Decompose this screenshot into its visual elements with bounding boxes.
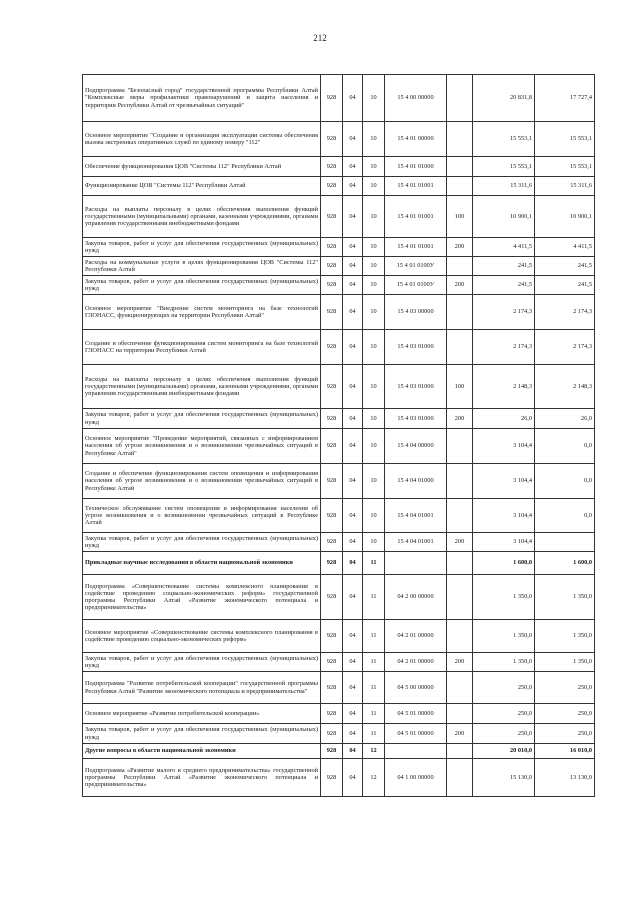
- row-expense-type-cell: [447, 464, 473, 499]
- row-grbs-cell: 928: [321, 704, 343, 724]
- row-section-cell: 04: [343, 620, 363, 653]
- row-amount-2-cell: 1 350,0: [535, 575, 595, 620]
- row-amount-1-cell: 1 350,0: [473, 653, 535, 672]
- row-section-cell: 04: [343, 196, 363, 238]
- row-target-article-cell: 04 5 01 00000: [385, 724, 447, 744]
- row-name-cell: Обеспечение функционирования ЦОВ "Системы 112" Республики Алтай: [83, 157, 321, 177]
- row-grbs-cell: 928: [321, 122, 343, 157]
- row-amount-1-cell: 1 350,0: [473, 620, 535, 653]
- row-amount-2-cell: 0,0: [535, 429, 595, 464]
- row-expense-type-cell: [447, 257, 473, 276]
- row-expense-type-cell: [447, 295, 473, 330]
- row-section-cell: 04: [343, 75, 363, 122]
- row-amount-1-cell: 250,0: [473, 672, 535, 704]
- row-grbs-cell: 928: [321, 295, 343, 330]
- row-target-article-cell: 15 4 04 01001: [385, 533, 447, 552]
- row-amount-2-cell: 2 148,3: [535, 365, 595, 409]
- row-target-article-cell: 04 5 01 00000: [385, 704, 447, 724]
- row-name-cell: Закупка товаров, работ и услуг для обеспечения государственных (муниципальных) нужд: [83, 276, 321, 295]
- table-row: [83, 672, 595, 704]
- row-section-cell: 04: [343, 552, 363, 575]
- row-grbs-cell: 928: [321, 672, 343, 704]
- row-subsection-cell: 11: [363, 672, 385, 704]
- row-amount-2-cell: 17 727,4: [535, 75, 595, 122]
- table-row: [83, 533, 595, 552]
- row-amount-1-cell: 4 411,5: [473, 238, 535, 257]
- row-subsection-cell: 10: [363, 464, 385, 499]
- row-amount-1-cell: 3 104,4: [473, 499, 535, 533]
- row-subsection-cell: 10: [363, 499, 385, 533]
- table-row: [83, 295, 595, 330]
- row-amount-1-cell: 15 311,6: [473, 177, 535, 196]
- page-number: 212: [313, 33, 327, 43]
- row-target-article-cell: [385, 552, 447, 575]
- table-row: [83, 196, 595, 238]
- table-row: [83, 759, 595, 797]
- row-amount-1-cell: 15 553,1: [473, 157, 535, 177]
- table-row: [83, 724, 595, 744]
- row-grbs-cell: 928: [321, 533, 343, 552]
- row-expense-type-cell: 200: [447, 276, 473, 295]
- row-grbs-cell: 928: [321, 724, 343, 744]
- row-amount-2-cell: 241,5: [535, 257, 595, 276]
- row-expense-type-cell: [447, 429, 473, 464]
- row-target-article-cell: 15 4 04 01001: [385, 499, 447, 533]
- row-grbs-cell: 928: [321, 429, 343, 464]
- table-row: [83, 122, 595, 157]
- row-name-cell: Техническое обслуживание систем оповещения и информирования населения об угрозе возникновения и о возникновении чрезвычайных ситуаций в Республике Алтай: [83, 499, 321, 533]
- table-row: [83, 330, 595, 365]
- row-amount-1-cell: 20 831,8: [473, 75, 535, 122]
- row-grbs-cell: 928: [321, 409, 343, 429]
- row-target-article-cell: 04 1 00 00000: [385, 759, 447, 797]
- row-section-cell: 04: [343, 257, 363, 276]
- row-subsection-cell: 10: [363, 177, 385, 196]
- row-name-cell: Расходы на коммунальные услуги в целях функционирования ЦОВ "Системы 112" Республики Алтай: [83, 257, 321, 276]
- row-amount-1-cell: 250,0: [473, 704, 535, 724]
- row-name-cell: Подпрограмма «Совершенствование системы комплексного планирования в содействие проведению социально-экономических реформ» государственной программы Республики Алтай «Развитие экономического потенциала и предпринимательства»: [83, 575, 321, 620]
- row-name-cell: Функционирование ЦОВ "Системы 112" Республики Алтай: [83, 177, 321, 196]
- row-amount-2-cell: 2 174,3: [535, 330, 595, 365]
- row-target-article-cell: 15 4 01 00000: [385, 122, 447, 157]
- row-amount-2-cell: 250,0: [535, 724, 595, 744]
- table-row: [83, 276, 595, 295]
- row-grbs-cell: 928: [321, 552, 343, 575]
- row-target-article-cell: 15 4 01 01001: [385, 196, 447, 238]
- row-expense-type-cell: [447, 177, 473, 196]
- row-grbs-cell: 928: [321, 744, 343, 759]
- row-grbs-cell: 928: [321, 464, 343, 499]
- row-grbs-cell: 928: [321, 238, 343, 257]
- row-amount-1-cell: 2 174,3: [473, 295, 535, 330]
- row-target-article-cell: 04 2 00 00000: [385, 575, 447, 620]
- row-amount-2-cell: 0,0: [535, 499, 595, 533]
- row-amount-2-cell: 250,0: [535, 704, 595, 724]
- row-amount-2-cell: 15 311,6: [535, 177, 595, 196]
- budget-table: [82, 74, 595, 797]
- row-section-cell: 04: [343, 157, 363, 177]
- table-row: [83, 238, 595, 257]
- table-row: [83, 464, 595, 499]
- row-section-cell: 04: [343, 177, 363, 196]
- row-amount-2-cell: 1 600,0: [535, 552, 595, 575]
- row-target-article-cell: 15 4 04 00000: [385, 429, 447, 464]
- row-subsection-cell: 10: [363, 365, 385, 409]
- row-section-cell: 04: [343, 759, 363, 797]
- row-name-cell: Расходы на выплаты персоналу в целях обеспечения выполнения функций государственными (муниципальными) органами, казенными учреждениями, органами управления государственными внебюджетными фондами: [83, 196, 321, 238]
- row-amount-2-cell: 10 900,1: [535, 196, 595, 238]
- table-row: [83, 429, 595, 464]
- row-section-cell: 04: [343, 499, 363, 533]
- row-expense-type-cell: 200: [447, 533, 473, 552]
- row-amount-2-cell: 241,5: [535, 276, 595, 295]
- row-subsection-cell: 10: [363, 238, 385, 257]
- row-amount-1-cell: 10 900,1: [473, 196, 535, 238]
- row-grbs-cell: 928: [321, 276, 343, 295]
- row-section-cell: 04: [343, 429, 363, 464]
- row-grbs-cell: 928: [321, 330, 343, 365]
- row-subsection-cell: 10: [363, 330, 385, 365]
- row-amount-2-cell: 250,0: [535, 672, 595, 704]
- row-expense-type-cell: 200: [447, 238, 473, 257]
- row-amount-2-cell: 15 553,1: [535, 122, 595, 157]
- row-grbs-cell: 928: [321, 620, 343, 653]
- row-amount-1-cell: 3 104,4: [473, 429, 535, 464]
- row-amount-1-cell: 3 104,4: [473, 533, 535, 552]
- table-row: [83, 744, 595, 759]
- row-section-cell: 04: [343, 330, 363, 365]
- row-grbs-cell: 928: [321, 575, 343, 620]
- row-subsection-cell: 10: [363, 429, 385, 464]
- row-grbs-cell: 928: [321, 157, 343, 177]
- row-amount-1-cell: 1 350,0: [473, 575, 535, 620]
- row-amount-1-cell: 2 174,3: [473, 330, 535, 365]
- row-target-article-cell: [385, 744, 447, 759]
- row-name-cell: Подпрограмма "Безопасный город" государственной программы Республики Алтай "Комплексные меры профилактики правонарушений и защита населения и территории Республики Алтай от чрезвычайных ситуаций": [83, 75, 321, 122]
- row-name-cell: Закупка товаров, работ и услуг для обеспечения государственных (муниципальных) нужд: [83, 533, 321, 552]
- row-section-cell: 04: [343, 704, 363, 724]
- row-amount-2-cell: 4 411,5: [535, 238, 595, 257]
- row-amount-1-cell: 241,5: [473, 257, 535, 276]
- table-row: [83, 704, 595, 724]
- row-subsection-cell: 12: [363, 759, 385, 797]
- row-expense-type-cell: [447, 122, 473, 157]
- row-target-article-cell: 15 4 01 01001: [385, 177, 447, 196]
- row-expense-type-cell: [447, 744, 473, 759]
- row-target-article-cell: 15 4 04 01000: [385, 464, 447, 499]
- row-amount-2-cell: 15 553,1: [535, 157, 595, 177]
- row-subsection-cell: 12: [363, 744, 385, 759]
- row-amount-2-cell: 16 010,0: [535, 744, 595, 759]
- row-subsection-cell: 11: [363, 653, 385, 672]
- row-subsection-cell: 10: [363, 276, 385, 295]
- row-target-article-cell: 15 4 00 00000: [385, 75, 447, 122]
- row-section-cell: 04: [343, 365, 363, 409]
- row-section-cell: 04: [343, 575, 363, 620]
- row-target-article-cell: 04 2 01 00000: [385, 620, 447, 653]
- row-expense-type-cell: 200: [447, 724, 473, 744]
- row-section-cell: 04: [343, 122, 363, 157]
- row-section-cell: 04: [343, 672, 363, 704]
- row-amount-1-cell: 26,0: [473, 409, 535, 429]
- row-section-cell: 04: [343, 295, 363, 330]
- row-grbs-cell: 928: [321, 653, 343, 672]
- row-amount-2-cell: 26,0: [535, 409, 595, 429]
- table-row: [83, 157, 595, 177]
- row-expense-type-cell: 200: [447, 653, 473, 672]
- row-name-cell: Закупка товаров, работ и услуг для обеспечения государственных (муниципальных) нужд: [83, 653, 321, 672]
- row-name-cell: Основное мероприятие "Проведение мероприятий, связанных с информированием населения об угрозе возникновения и о возникновении чрезвычайных ситуаций в Республике Алтай": [83, 429, 321, 464]
- row-subsection-cell: 11: [363, 552, 385, 575]
- row-subsection-cell: 10: [363, 257, 385, 276]
- row-name-cell: Основное мероприятие "Внедрение систем мониторинга на базе технологий ГЛОНАСС, функционирующих на территории Республики Алтай": [83, 295, 321, 330]
- row-target-article-cell: 04 5 00 00000: [385, 672, 447, 704]
- row-name-cell: Основное мероприятие «Совершенствование системы комплексного планирования в содействие проведению социально-экономических реформ»: [83, 620, 321, 653]
- row-expense-type-cell: [447, 759, 473, 797]
- row-name-cell: Другие вопросы в области национальной экономики: [83, 744, 321, 759]
- row-name-cell: Создание и обеспечение функционирования систем оповещения и информирования населения об угрозе возникновения и о возникновении чрезвычайных ситуаций в Республике Алтай: [83, 464, 321, 499]
- row-subsection-cell: 10: [363, 295, 385, 330]
- row-grbs-cell: 928: [321, 196, 343, 238]
- table-row: [83, 409, 595, 429]
- row-expense-type-cell: 200: [447, 409, 473, 429]
- row-name-cell: Основное мероприятие «Развитие потребительской кооперации»: [83, 704, 321, 724]
- row-amount-1-cell: 3 104,4: [473, 464, 535, 499]
- row-amount-2-cell: 2 174,3: [535, 295, 595, 330]
- row-amount-1-cell: 1 600,0: [473, 552, 535, 575]
- row-target-article-cell: 15 4 03 00000: [385, 295, 447, 330]
- row-section-cell: 04: [343, 238, 363, 257]
- row-expense-type-cell: 100: [447, 365, 473, 409]
- row-amount-2-cell: 1 350,0: [535, 620, 595, 653]
- row-name-cell: Создание и обеспечение функционирования систем мониторинга на базе технологий ГЛОНАСС на территории Республики Алтай: [83, 330, 321, 365]
- row-expense-type-cell: [447, 672, 473, 704]
- row-target-article-cell: 15 4 01 0100У: [385, 276, 447, 295]
- table-row: [83, 75, 595, 122]
- row-expense-type-cell: [447, 75, 473, 122]
- row-name-cell: Основное мероприятие "Создание и организация эксплуатации системы обеспечения вызова экстренных оперативных служб по единому номеру "112": [83, 122, 321, 157]
- row-expense-type-cell: [447, 157, 473, 177]
- row-name-cell: Подпрограмма «Развитие малого и среднего предпринимательства» государственной программы Республики Алтай «Развитие экономического потенциала и предпринимательства»: [83, 759, 321, 797]
- row-name-cell: Закупка товаров, работ и услуг для обеспечения государственных (муниципальных) нужд: [83, 238, 321, 257]
- row-amount-1-cell: 20 010,0: [473, 744, 535, 759]
- row-subsection-cell: 11: [363, 724, 385, 744]
- row-expense-type-cell: [447, 704, 473, 724]
- row-target-article-cell: 15 4 03 01000: [385, 330, 447, 365]
- row-target-article-cell: 04 2 01 00000: [385, 653, 447, 672]
- row-subsection-cell: 10: [363, 409, 385, 429]
- row-expense-type-cell: [447, 499, 473, 533]
- row-target-article-cell: 15 4 01 0100У: [385, 257, 447, 276]
- row-expense-type-cell: [447, 575, 473, 620]
- row-grbs-cell: 928: [321, 499, 343, 533]
- row-subsection-cell: 11: [363, 575, 385, 620]
- row-grbs-cell: 928: [321, 177, 343, 196]
- row-target-article-cell: 15 4 03 01000: [385, 365, 447, 409]
- row-amount-2-cell: 13 130,0: [535, 759, 595, 797]
- row-amount-2-cell: 0,0: [535, 464, 595, 499]
- row-section-cell: 04: [343, 744, 363, 759]
- row-section-cell: 04: [343, 653, 363, 672]
- row-grbs-cell: 928: [321, 365, 343, 409]
- row-expense-type-cell: [447, 330, 473, 365]
- row-section-cell: 04: [343, 464, 363, 499]
- table-row: [83, 257, 595, 276]
- row-name-cell: Подпрограмма "Развитие потребительской кооперации" государственной программы Республики Алтай "Развитие экономического потенциала и предпринимательства": [83, 672, 321, 704]
- row-target-article-cell: 15 4 01 01000: [385, 157, 447, 177]
- table-body: [83, 75, 595, 797]
- row-name-cell: Расходы на выплаты персоналу в целях обеспечения выполнения функций государственными (муниципальными) органами, казенными учреждениями, органами управления государственными внебюджетными фондами: [83, 365, 321, 409]
- row-section-cell: 04: [343, 409, 363, 429]
- row-expense-type-cell: 100: [447, 196, 473, 238]
- row-name-cell: Закупка товаров, работ и услуг для обеспечения государственных (муниципальных) нужд: [83, 409, 321, 429]
- row-section-cell: 04: [343, 276, 363, 295]
- row-expense-type-cell: [447, 620, 473, 653]
- row-subsection-cell: 10: [363, 75, 385, 122]
- row-amount-2-cell: 1 350,0: [535, 653, 595, 672]
- row-subsection-cell: 10: [363, 533, 385, 552]
- row-subsection-cell: 10: [363, 157, 385, 177]
- row-target-article-cell: 15 4 01 01001: [385, 238, 447, 257]
- row-target-article-cell: 15 4 03 01000: [385, 409, 447, 429]
- row-grbs-cell: 928: [321, 75, 343, 122]
- row-amount-1-cell: 15 130,0: [473, 759, 535, 797]
- row-subsection-cell: 11: [363, 704, 385, 724]
- table-row: [83, 552, 595, 575]
- row-name-cell: Закупка товаров, работ и услуг для обеспечения государственных (муниципальных) нужд: [83, 724, 321, 744]
- table-row: [83, 499, 595, 533]
- row-grbs-cell: 928: [321, 759, 343, 797]
- table-row: [83, 575, 595, 620]
- table-row: [83, 653, 595, 672]
- row-amount-1-cell: 250,0: [473, 724, 535, 744]
- row-name-cell: Прикладные научные исследования в области национальной экономики: [83, 552, 321, 575]
- row-section-cell: 04: [343, 533, 363, 552]
- table-row: [83, 620, 595, 653]
- row-amount-1-cell: 15 553,1: [473, 122, 535, 157]
- table-row: [83, 177, 595, 196]
- row-subsection-cell: 10: [363, 196, 385, 238]
- row-amount-1-cell: 2 148,3: [473, 365, 535, 409]
- table-row: [83, 365, 595, 409]
- row-expense-type-cell: [447, 552, 473, 575]
- row-section-cell: 04: [343, 724, 363, 744]
- row-amount-1-cell: 241,5: [473, 276, 535, 295]
- row-subsection-cell: 10: [363, 122, 385, 157]
- row-amount-2-cell: [535, 533, 595, 552]
- row-grbs-cell: 928: [321, 257, 343, 276]
- row-subsection-cell: 11: [363, 620, 385, 653]
